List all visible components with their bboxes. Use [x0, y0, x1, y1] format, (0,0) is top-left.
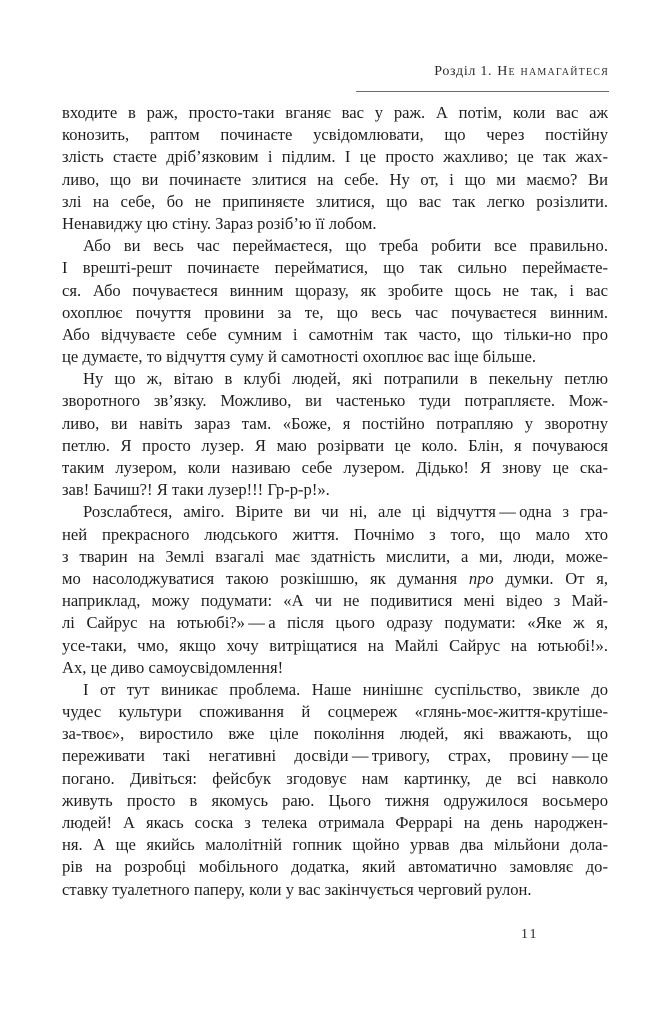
- text-line: Розслабтеся, аміго. Вірите ви чи ні, але ці відчуття — одна з гра-: [83, 502, 608, 522]
- running-header: [434, 64, 609, 80]
- text-line: [62, 568, 608, 590]
- text-line: ня. А ще якийсь малолітній гопник щойно урвав два мільйони дола-: [62, 835, 608, 855]
- text-line: петлю. Я просто лузер. Я маю розірвати це коло. Блін, я почуваюся: [62, 435, 608, 455]
- text-line: Ненавиджу цю стіну. Зараз розіб’ю її лобом.: [62, 213, 377, 233]
- text-line: погано. Дивіться: фейсбук згодовує нам картинку, де всі навколо: [62, 768, 608, 788]
- text-line: переживати такі негативні досвіди — тривогу, страх, провину — це: [62, 746, 608, 766]
- text-line: Або відчуваєте себе сумним і самотнім так часто, що тільки-но про: [62, 324, 608, 344]
- text-line: І врешті-решт починаєте перейматися, що так сильно переймаєте-: [62, 258, 608, 278]
- text-line: усе-таки, чмо, якщо хочу витріщатися на Майлі Сайрус на ютьюбі!».: [62, 635, 608, 655]
- text-segment: мо насолоджуватися такою розкішшю, як думання: [62, 568, 469, 588]
- text-line: зав! Бачиш?! Я таки лузер!!! Гр-р-р!».: [62, 480, 330, 500]
- italic-word: про: [468, 568, 494, 588]
- text-line: рів на розробці мобільного додатка, який автоматично замовляє до-: [62, 857, 608, 877]
- paragraph: [62, 235, 608, 368]
- chapter-title: Не намагайтеся: [497, 64, 609, 79]
- text-line: охоплює почуття провини за те, що весь час почуваєтеся винним.: [62, 302, 608, 322]
- text-line: ливо, ви навіть зараз там. «Боже, я постійно потрапляю у зворотну: [62, 413, 608, 433]
- text-line: злість стаєте дріб’язковим і підлим. І це просто жахливо; це так жах-: [62, 147, 608, 167]
- paragraph: [62, 368, 608, 501]
- page-number: 11: [521, 927, 539, 942]
- text-line: з тварин на Землі взагалі має здатність мислити, а ми, люди, може-: [62, 546, 608, 566]
- text-line: входите в раж, просто-таки вганяє вас у раж. А потім, коли вас аж: [62, 103, 608, 122]
- text-line: чудес культури споживання й соцмереж «глянь-моє-життя-крутіше-: [62, 702, 608, 722]
- chapter-number: Розділ 1.: [434, 64, 493, 79]
- text-line: ливо, що ви починаєте злитися на себе. Ну от, і що ми маємо? Ви: [62, 169, 608, 189]
- text-line: людей! А якась соска з телека отримала Феррарі на день народжен-: [62, 813, 608, 832]
- paragraph: [62, 102, 608, 235]
- text-line: лі Сайрус на ютьюбі?» — а після цього одразу подумати: «Яке ж я,: [62, 613, 608, 633]
- text-line: Ах, це диво самоусвідомлення!: [62, 657, 284, 677]
- text-line: це думаєте, то відчуття суму й самотності охоплює вас іще більше.: [62, 347, 536, 367]
- paragraph: [62, 501, 608, 679]
- text-line: живуть просто в якомусь раю. Цього тижня одружилося восьмеро: [62, 790, 608, 810]
- text-line: конозить, раптом починаєте усвідомлювати, що через постійну: [62, 125, 608, 145]
- body-text: [62, 102, 608, 901]
- header-rule: [356, 91, 609, 92]
- text-line: за-твоє», виростило вже ціле покоління людей, які вважають, що: [62, 724, 608, 744]
- text-line: Ну що ж, вітаю в клубі людей, які потрапили в пекельну петлю: [83, 369, 608, 389]
- text-line: злі на себе, бо не припиняєте злитися, що вас так легко розізлити.: [62, 191, 608, 211]
- text-line: І от тут виникає проблема. Наше нинішнє суспільство, звикле до: [83, 679, 608, 699]
- text-line: таким лузером, коли називаю себе лузером. Дідько! Я знову це ска-: [62, 458, 608, 477]
- text-line: наприклад, можу подумати: «А чи не подивитися мені відео з Май-: [62, 591, 608, 611]
- text-line: Або ви весь час переймаєтеся, що треба робити все правильно.: [83, 236, 608, 256]
- text-line: ней прекрасного людського життя. Почнімо з того, що мало хто: [62, 524, 608, 544]
- text-line: ся. Або почуваєтеся винним щоразу, як зробите щось не так, і вас: [62, 280, 608, 300]
- text-line: зворотного зв’язку. Можливо, ви частенько туди потрапляєте. Мож-: [62, 391, 608, 411]
- text-segment: думки. От я,: [493, 568, 608, 588]
- paragraph: [62, 679, 608, 901]
- text-line: ставку туалетного паперу, коли у вас закінчується черговий рулон.: [62, 879, 532, 899]
